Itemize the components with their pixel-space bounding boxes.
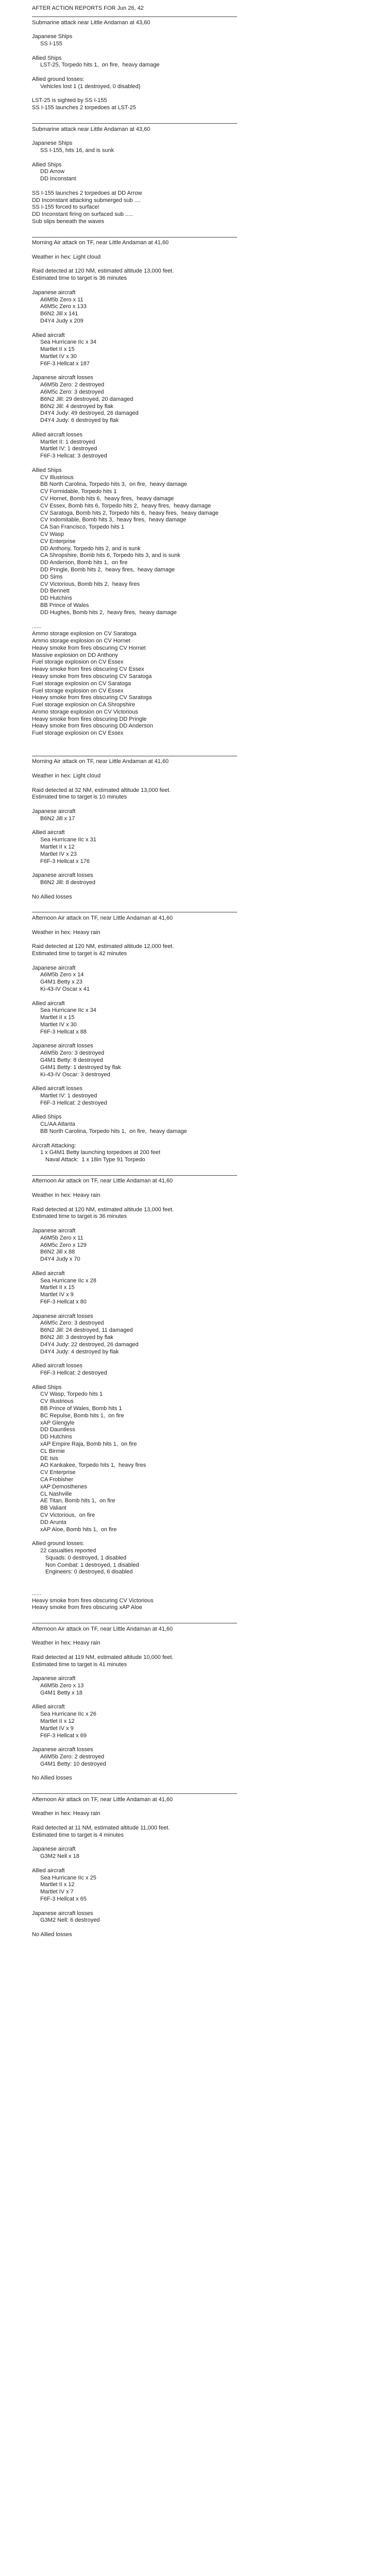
blank-line: [32, 1164, 362, 1171]
report-line: Sea Hurricane IIc x 34: [40, 1007, 96, 1014]
report-line: DD Arrow: [40, 168, 65, 175]
blank-line: [32, 993, 362, 1001]
blank-line: [32, 801, 362, 808]
report-line: DD Anthony, Torpedo hits 2, and is sunk: [40, 545, 141, 552]
report-line: B6N2 Jill x 88: [40, 1249, 75, 1256]
blank-line: [32, 48, 362, 55]
report-line: B6N2 Jill: 24 destroyed, 11 damaged: [40, 1327, 133, 1334]
report-line: G4M1 Betty x 23: [40, 979, 82, 986]
report-line: Allied aircraft: [32, 1270, 65, 1277]
report-line: DD Anderson, Bomb hits 1, on fire: [40, 560, 128, 566]
report-line: Allied ground losses:: [32, 76, 85, 82]
report-line: CL Birmie: [40, 1448, 65, 1454]
report-line: CA Frobisher: [40, 1476, 74, 1483]
report-line: Ki-43-IV Oscar: 3 destroyed: [40, 1071, 110, 1078]
report-line: Fuel storage explosion on CV Essex: [32, 687, 124, 694]
report-line: Martlet IV: 1 destroyed: [40, 1092, 97, 1099]
report-line: Vehicles lost 1 (1 destroyed, 0 disabled): [40, 83, 141, 90]
report-line: F6F-3 Hellcat x 80: [40, 1299, 87, 1306]
blank-line: [32, 744, 362, 752]
report-line: Heavy smoke from fires obscuring CV Saratoga: [32, 694, 152, 701]
report-line: CL Nashville: [40, 1490, 72, 1497]
report-line: AE Titan, Bomb hits 1, on fire: [40, 1498, 115, 1504]
report-line: CA Shropshire, Bomb hits 6, Torpedo hits 3, and is sunk: [40, 552, 180, 559]
report-line: Allied aircraft: [32, 1000, 65, 1007]
report-line: Heavy smoke from fires obscuring xAP Aloe: [32, 1604, 142, 1611]
report-line: F6F-3 Hellcat: 2 destroyed: [40, 1370, 107, 1376]
report-line: DD Hutchins: [40, 1434, 72, 1440]
report-line: CV Formidable, Torpedo hits 1: [40, 488, 117, 495]
blank-line: [32, 1860, 362, 1868]
report-line: G3M2 Nell x 18: [40, 1853, 79, 1860]
report-line: G4M1 Betty: 1 destroyed by flak: [40, 1064, 121, 1071]
report-line: BB Prince of Wales, Bomb hits 1: [40, 1405, 122, 1412]
report-line: DD Pringle, Bomb hits 2, heavy fires, heavy damage: [40, 566, 175, 573]
report-line: LST-25, Torpedo hits 1, on fire, heavy damage: [40, 62, 160, 69]
report-line: DD Hutchins: [40, 595, 72, 602]
combat-report: [32, 5, 362, 1939]
report-line: Martlet IV x 30: [40, 353, 77, 360]
report-line: CV Hornet, Bomb hits 6, heavy fires, heavy damage: [40, 495, 174, 502]
report-line: Martlet II x 12: [40, 844, 75, 851]
report-line: CV Illustrious: [40, 1398, 74, 1405]
report-line: Morning Air attack on TF, near Little Andaman at 41,60: [32, 240, 169, 246]
report-line: Martlet II: 1 destroyed: [40, 438, 95, 445]
report-line: BB North Carolina, Torpedo hits 3, on fire, heavy damage: [40, 481, 187, 488]
report-line: Sea Hurricane IIc x 25: [40, 1874, 96, 1881]
blank-line: [32, 1697, 362, 1704]
report-line: CV Victorious, on fire: [40, 1512, 95, 1518]
section-divider: [32, 752, 362, 759]
report-line: Japanese aircraft: [32, 289, 76, 296]
report-line: CV Illustrious: [40, 474, 74, 481]
blank-line: [32, 247, 362, 254]
section-divider: [32, 233, 362, 240]
section-divider: [32, 1789, 362, 1797]
report-line: Japanese aircraft losses: [32, 872, 93, 879]
report-line: DD Dauntless: [40, 1427, 75, 1433]
blank-line: [32, 1804, 362, 1811]
report-line: Heavy smoke from fires obscuring CV Essex: [32, 666, 144, 673]
report-line: Non Combat: 1 destroyed, 1 disabled: [45, 1562, 139, 1568]
report-line: A6M5b Zero x 11: [40, 296, 84, 303]
report-line: D4Y4 Judy: 22 destroyed, 26 damaged: [40, 1341, 139, 1348]
report-line: Raid detected at 120 NM, estimated altitude 13,000 feet.: [32, 1206, 174, 1213]
report-line: Ammo storage explosion on CV Victorious: [32, 708, 138, 715]
report-line: CV Wasp: [40, 531, 64, 537]
blank-line: [32, 261, 362, 268]
report-line: BB Prince of Wales: [40, 602, 89, 608]
report-line: Allied aircraft losses: [32, 431, 82, 438]
report-line: Martlet II x 15: [40, 346, 75, 353]
report-line: Ammo storage explosion on CV Hornet: [32, 637, 130, 644]
blank-line: [32, 922, 362, 929]
blank-line: [32, 1306, 362, 1313]
blank-line: [32, 133, 362, 140]
report-line: A6M5c Zero: 3 destroyed: [40, 1320, 104, 1327]
report-line: CL/AA Atlanta: [40, 1121, 75, 1128]
report-line: A6M5b Zero: 2 destroyed: [40, 382, 105, 388]
report-line: G4M1 Betty x 18: [40, 1689, 82, 1696]
report-line: 1 x G4M1 Betty launching torpedoes at 200 feet: [40, 1149, 160, 1156]
report-line: Fuel storage explosion on CV Essex: [32, 730, 124, 737]
blank-line: [32, 1924, 362, 1931]
blank-line: [32, 1903, 362, 1910]
blank-line: [32, 1221, 362, 1228]
report-line: Martlet II x 12: [40, 1718, 75, 1725]
blank-line: [32, 1818, 362, 1825]
report-line: Japanese aircraft losses: [32, 1910, 93, 1917]
report-line: A6M5b Zero x 11: [40, 1234, 84, 1241]
report-line: Heavy smoke from fires obscuring CV Hornet: [32, 645, 146, 651]
report-line: No Allied losses: [32, 1931, 72, 1938]
report-line: xAP Empire Raja, Bomb hits 1, on fire: [40, 1440, 137, 1447]
report-line: Afternoon Air attack on TF, near Little Andaman at 41,60: [32, 1796, 173, 1803]
report-line: Weather in hex: Light cloud: [32, 253, 101, 260]
report-line: Allied aircraft losses: [32, 1086, 82, 1092]
report-line: Allied ground losses:: [32, 1540, 85, 1547]
report-line: Allied aircraft losses: [32, 1363, 82, 1369]
report-line: ......: [32, 623, 42, 630]
report-line: Japanese aircraft losses: [32, 1043, 93, 1049]
report-line: Fuel storage explosion on CA Shropshire: [32, 702, 135, 708]
report-line: CV Enterprise: [40, 538, 76, 545]
blank-line: [32, 1199, 362, 1207]
blank-line: [32, 91, 362, 98]
report-line: Heavy smoke from fires obscuring DD Anderson: [32, 723, 153, 730]
report-line: Allied aircraft: [32, 829, 65, 836]
report-line: Allied Ships: [32, 467, 62, 473]
blank-line: [32, 780, 362, 787]
report-line: A6M5b Zero: 3 destroyed: [40, 1050, 105, 1057]
report-line: DD Hughes, Bomb hits 2, heavy fires, heavy damage: [40, 609, 177, 616]
blank-line: [32, 1633, 362, 1640]
blank-line: [32, 823, 362, 830]
blank-line: [32, 958, 362, 965]
report-line: A6M5b Zero: 2 destroyed: [40, 1754, 105, 1760]
report-line: Fuel storage explosion on CV Saratoga: [32, 680, 131, 687]
blank-line: [32, 325, 362, 332]
report-line: DE Isis: [40, 1455, 58, 1462]
blank-line: [32, 1647, 362, 1654]
report-line: DD Inconstant attacking submerged sub ....: [32, 197, 141, 204]
report-line: Japanese aircraft losses: [32, 1313, 93, 1319]
report-line: Raid detected at 120 NM, estimated altitude 13,000 feet.: [32, 268, 174, 275]
blank-line: [32, 1583, 362, 1590]
report-line: Allied Ships: [32, 1384, 62, 1391]
report-line: Sea Hurricane IIc x 31: [40, 837, 96, 843]
report-line: BB North Carolina, Torpedo hits 1, on fire, heavy damage: [40, 1128, 187, 1134]
report-line: Estimated time to target is 42 minutes: [32, 950, 127, 957]
report-line: Morning Air attack on TF, near Little Andaman at 41,60: [32, 758, 169, 765]
report-line: Martlet II x 15: [40, 1284, 75, 1291]
report-line: Martlet IV x 23: [40, 851, 77, 857]
report-line: xAP Aloe, Bomb hits 1, on fire: [40, 1526, 117, 1533]
report-line: Allied aircraft: [32, 1867, 65, 1874]
report-line: B6N2 Jill: 8 destroyed: [40, 879, 95, 886]
report-line: Martlet IV x 9: [40, 1725, 74, 1732]
report-line: Sea Hurricane IIc x 26: [40, 1711, 96, 1718]
report-line: Japanese Ships: [32, 140, 73, 147]
section-divider: [32, 1171, 362, 1178]
report-line: B6N2 Jill: 3 destroyed by flak: [40, 1334, 113, 1341]
report-line: No Allied losses: [32, 893, 72, 900]
blank-line: [32, 1078, 362, 1086]
blank-line: [32, 425, 362, 432]
blank-line: [32, 183, 362, 190]
report-line: DD Arunta: [40, 1519, 66, 1526]
report-line: Ammo storage explosion on CV Saratoga: [32, 631, 137, 637]
report-line: Submarine attack near Little Andaman at 43,60: [32, 19, 151, 26]
report-line: Japanese aircraft losses: [32, 1747, 93, 1753]
report-line: F6F-3 Hellcat: 2 destroyed: [40, 1099, 107, 1106]
blank-line: [32, 1739, 362, 1747]
report-line: G3M2 Nell: 6 destroyed: [40, 1917, 100, 1924]
blank-line: [32, 1036, 362, 1043]
report-line: Japanese aircraft: [32, 1675, 76, 1682]
report-line: xAP Glengyle: [40, 1419, 75, 1426]
report-line: Japanese aircraft: [32, 1228, 76, 1234]
report-line: ......: [32, 1590, 42, 1597]
report-line: DD Bennett: [40, 588, 70, 595]
report-line: Heavy smoke from fires obscuring CV Saratoga: [32, 673, 152, 680]
report-line: CV Saratoga, Bomb hits 2, Torpedo hits 6, heavy fires, heavy damage: [40, 510, 219, 516]
report-line: xAP Demosthenes: [40, 1483, 87, 1490]
blank-line: [32, 766, 362, 773]
report-line: Martlet II x 15: [40, 1014, 75, 1021]
report-line: B6N2 Jill: 4 destroyed by flak: [40, 403, 113, 410]
section-divider: [32, 12, 362, 20]
report-line: AO Kankakee, Torpedo hits 1, heavy fires: [40, 1462, 146, 1469]
report-line: SS I-155 forced to surface!: [32, 204, 99, 211]
report-line: Sea Hurricane IIc x 34: [40, 339, 96, 346]
report-line: Raid detected at 119 NM, estimated altitude 10,000 feet.: [32, 1654, 174, 1660]
report-line: A6M5c Zero x 129: [40, 1242, 87, 1248]
blank-line: [32, 1263, 362, 1270]
blank-line: [32, 936, 362, 943]
blank-line: [32, 1839, 362, 1846]
report-line: SS I-155: [40, 40, 62, 47]
report-line: CV Victorious, Bomb hits 2, heavy fires: [40, 581, 140, 587]
report-line: Allied aircraft: [32, 1704, 65, 1710]
section-divider: [32, 1619, 362, 1626]
report-line: Allied Ships: [32, 161, 62, 168]
report-line: Japanese aircraft: [32, 808, 76, 815]
report-title: AFTER ACTION REPORTS FOR Jun 26, 42: [32, 5, 144, 11]
report-line: D4Y4 Judy: 6 destroyed by flak: [40, 417, 119, 424]
report-line: F6F-3 Hellcat x 176: [40, 858, 90, 865]
report-line: DD Inconstant: [40, 176, 76, 182]
report-line: BB Valiant: [40, 1505, 66, 1512]
report-line: B6N2 Jill: 29 destroyed, 20 damaged: [40, 396, 133, 402]
report-line: LST-25 is sighted by SS I-155: [32, 97, 107, 104]
blank-line: [32, 737, 362, 744]
report-line: B6N2 Jill x 17: [40, 815, 75, 822]
report-line: F6F-3 Hellcat x 69: [40, 1732, 87, 1739]
report-line: Weather in hex: Heavy rain: [32, 1810, 101, 1817]
report-line: CV Wasp, Torpedo hits 1: [40, 1391, 103, 1398]
blank-line: [32, 1668, 362, 1675]
blank-line: [32, 1533, 362, 1540]
blank-line: [32, 226, 362, 233]
report-line: SS I-155 launches 2 torpedoes at LST-25: [32, 105, 136, 111]
report-line: Submarine attack near Little Andaman at 43,60: [32, 126, 151, 132]
report-line: D4Y4 Judy: 4 destroyed by flak: [40, 1348, 119, 1355]
report-line: A6M5c Zero x 133: [40, 303, 87, 310]
blank-line: [32, 1768, 362, 1775]
blank-line: [32, 282, 362, 290]
blank-line: [32, 617, 362, 624]
blank-line: [32, 26, 362, 33]
blank-line: [32, 112, 362, 119]
report-line: Aircraft Attacking:: [32, 1142, 76, 1149]
blank-line: [32, 865, 362, 872]
report-line: SS I-155 launches 2 torpedoes at DD Arrow: [32, 190, 142, 196]
report-line: Estimated time to target is 10 minutes: [32, 794, 127, 801]
report-line: D4Y4 Judy x 209: [40, 318, 84, 325]
section-divider: [32, 119, 362, 126]
blank-line: [32, 1612, 362, 1619]
report-line: G4M1 Betty: 8 destroyed: [40, 1057, 103, 1063]
report-line: Martlet IV x 7: [40, 1889, 74, 1895]
report-line: Afternoon Air attack on TF, near Little Andaman at 41,60: [32, 915, 173, 921]
report-line: Ki-43-IV Oscar x 41: [40, 986, 90, 992]
report-line: Raid detected at 120 NM, estimated altitude 12,000 feet.: [32, 943, 174, 950]
report-line: D4Y4 Judy x 70: [40, 1256, 80, 1263]
blank-line: [32, 1782, 362, 1789]
report-line: Fuel storage explosion on CV Essex: [32, 659, 124, 666]
report-line: Martlet IV x 9: [40, 1292, 74, 1298]
blank-line: [32, 69, 362, 76]
report-line: F6F-3 Hellcat x 65: [40, 1895, 87, 1902]
report-line: DD Sims: [40, 573, 63, 580]
report-line: Estimated time to target is 4 minutes: [32, 1832, 124, 1838]
blank-line: [32, 1355, 362, 1363]
report-line: Japanese aircraft losses: [32, 375, 93, 381]
blank-line: [32, 1377, 362, 1384]
report-line: CV Essex, Bomb hits 6, Torpedo hits 2, heavy fires, heavy damage: [40, 502, 211, 509]
report-line: B6N2 Jill x 141: [40, 311, 78, 317]
report-line: Martlet IV x 30: [40, 1021, 77, 1028]
report-line: Weather in hex: Heavy rain: [32, 1640, 101, 1647]
blank-line: [32, 1185, 362, 1192]
report-line: A6M5c Zero: 3 destroyed: [40, 389, 104, 396]
report-line: Weather in hex: Light cloud: [32, 773, 101, 779]
report-line: G4M1 Betty: 10 destroyed: [40, 1760, 106, 1767]
report-line: Engineers: 0 destroyed, 6 disabled: [45, 1569, 133, 1575]
blank-line: [32, 460, 362, 467]
report-line: CV Enterprise: [40, 1469, 76, 1476]
report-line: BC Repulse, Bomb hits 1, on fire: [40, 1412, 124, 1419]
section-divider: [32, 908, 362, 915]
report-line: A6M5b Zero x 14: [40, 972, 84, 978]
blank-line: [32, 1576, 362, 1583]
report-line: Martlet IV: 1 destroyed: [40, 446, 97, 452]
blank-line: [32, 887, 362, 894]
report-line: SS I-155, hits 16, and is sunk: [40, 147, 114, 154]
report-line: Japanese aircraft: [32, 1846, 76, 1853]
blank-line: [32, 901, 362, 908]
blank-line: [32, 1136, 362, 1143]
report-line: Allied Ships: [32, 1114, 62, 1121]
blank-line: [32, 1107, 362, 1114]
report-line: F6F-3 Hellcat x 88: [40, 1028, 87, 1035]
report-line: Afternoon Air attack on TF, near Little Andaman at 41,60: [32, 1625, 173, 1632]
report-line: Allied aircraft: [32, 332, 65, 338]
report-line: Afternoon Air attack on TF, near Little Andaman at 41,60: [32, 1178, 173, 1184]
report-line: F6F-3 Hellcat: 3 destroyed: [40, 453, 107, 460]
report-line: No Allied losses: [32, 1775, 72, 1782]
report-line: CV Indomitable, Bomb hits 3, heavy fires, heavy damage: [40, 517, 187, 523]
report-line: Japanese Ships: [32, 33, 73, 40]
report-line: Japanese aircraft: [32, 964, 76, 971]
report-line: D4Y4 Judy: 49 destroyed, 26 damaged: [40, 410, 139, 417]
report-line: Naval Attack: 1 x 18in Type 91 Torpedo: [45, 1157, 145, 1163]
report-line: Massive explosion on DD Anthony: [32, 652, 118, 658]
report-line: Weather in hex: Heavy rain: [32, 1192, 101, 1199]
report-line: DD Inconstant firing on surfaced sub .....: [32, 211, 133, 218]
report-line: Sub slips beneath the waves: [32, 218, 105, 225]
blank-line: [32, 368, 362, 375]
report-line: CA San Francisco, Torpedo hits 1: [40, 524, 125, 531]
report-line: Heavy smoke from fires obscuring DD Pringle: [32, 716, 147, 722]
report-line: Allied Ships: [32, 55, 62, 61]
blank-line: [32, 155, 362, 162]
report-line: Squads: 0 destroyed, 1 disabled: [45, 1554, 127, 1561]
report-line: 22 casualties reported: [40, 1547, 96, 1554]
report-line: Sea Hurricane IIc x 28: [40, 1277, 96, 1284]
report-line: Raid detected at 32 NM, estimated altitude 13,000 feet.: [32, 787, 171, 793]
report-line: F6F-3 Hellcat x 187: [40, 360, 90, 367]
report-line: Martlet II x 12: [40, 1882, 75, 1888]
report-line: Estimated time to target is 36 minutes: [32, 1213, 127, 1220]
report-line: A6M5b Zero x 13: [40, 1683, 84, 1689]
report-line: Raid detected at 11 NM, estimated altitude 11,000 feet.: [32, 1825, 170, 1831]
report-line: Heavy smoke from fires obscuring CV Victorious: [32, 1597, 154, 1604]
report-line: Estimated time to target is 36 minutes: [32, 275, 127, 282]
report-line: Estimated time to target is 41 minutes: [32, 1661, 127, 1668]
report-line: Weather in hex: Heavy rain: [32, 929, 101, 936]
